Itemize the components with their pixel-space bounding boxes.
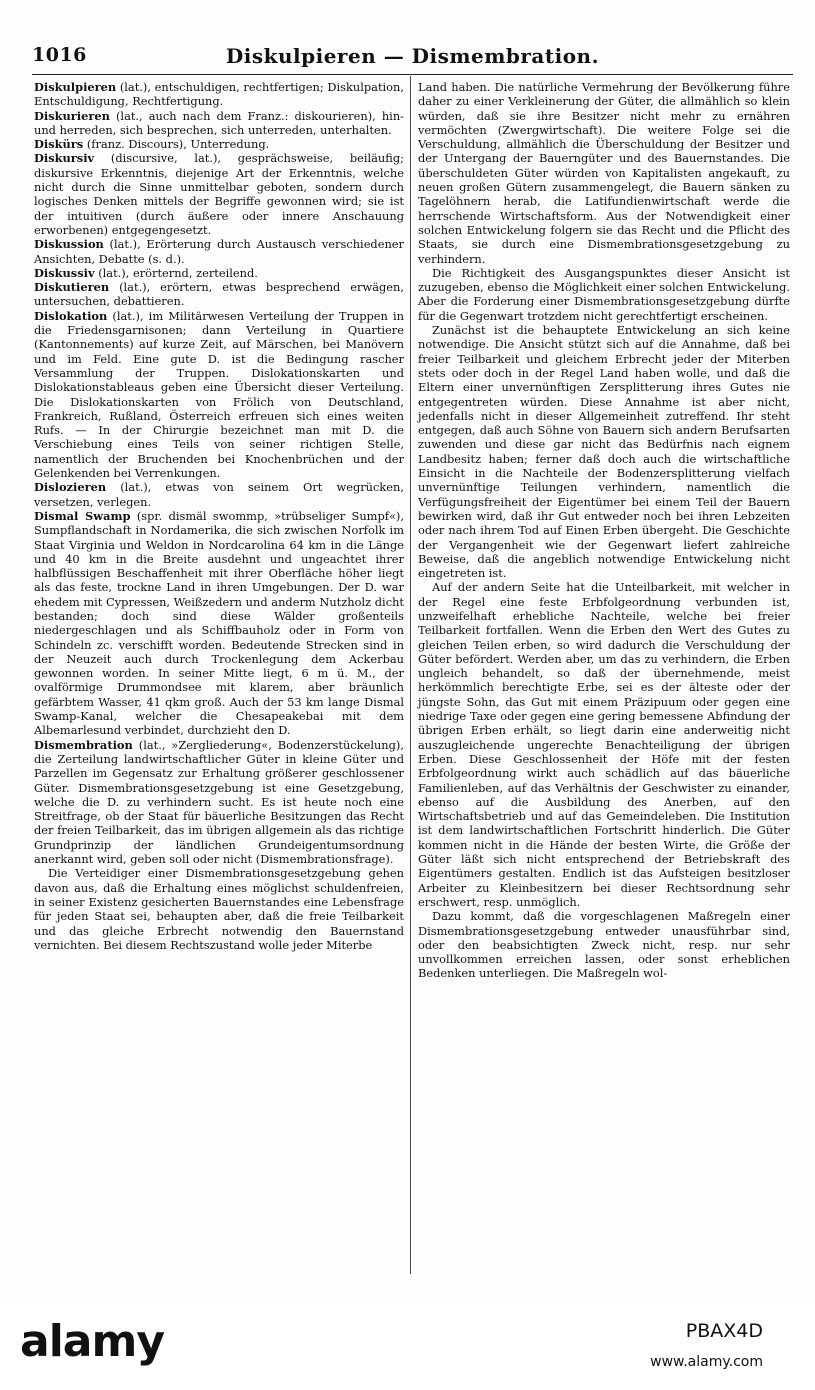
paragraph-verteidiger: Die Verteidiger einer Dismembrationsgesetzgebung gehen davon aus, daß die Erhaltung eines möglichst schuldenfreien, in seiner Existenz gesicherten Bauernstandes eine Lebensfrage für jeden Staat sei, behaupten aber, daß die freie Teilbarkeit und das gleiche Erbrecht notwendig den Bauernstand vernichten. Bei diesem Rechtszustand wolle jeder Miterbe	[34, 866, 404, 952]
left-column	[34, 80, 404, 952]
paragraph-zunaechst: Zunächst ist die behauptete Entwickelung an sich keine notwendige. Die Ansicht stützt sich auf die Annahme, daß bei freier Teilbarkeit und gleichem Erbrecht jeder der Miterben stets oder doch in der Regel Land haben wolle, und daß die Eltern einer unvernünftigen Zersplitterung ihres Gutes nie entgegentreten würden. Diese Annahme ist aber nicht, jedenfalls nicht in dieser Allgemeinheit zutreffend. Ihr steht entgegen, daß auch Söhne von Bauern sich andern Berufsarten zuwenden und diese gar nicht das Bedürfnis nach eignem Landbesitz haben; ferner daß doch auch die wirtschaftliche Einsicht in die Nachteile der Bodenzersplitterung vielfach unvernünftige Teilungen verhindern, namentlich die Verfügungsfreiheit der Eigentümer bei einem Teil der Bauern bewirken wird, daß ihr Gut entweder noch bei ihren Lebzeiten oder nach ihrem Tod auf Einen Erben übergeht. Die Geschichte der Vergangenheit wie der Gegenwart liefert zahlreiche Beweise, daß die angeblich notwendige Entwickelung nicht eingetreten ist.	[418, 323, 790, 581]
entry-diskutieren: Diskutieren (lat.), erörtern, etwas besprechend erwägen, untersuchen, debattieren.	[34, 280, 404, 309]
watermark-image-code: PBAX4D	[685, 1320, 763, 1342]
entry-dismembration: Dismembration (lat., »Zergliederung«, Bodenzerstückelung), die Zerteilung landwirtschaftlicher Güter in kleine Güter und Parzellen im Gegensatz zur Erhaltung größerer geschlossener Güter. Dismembrationsgesetzgebung ist eine Gesetzgebung, welche die D. zu verhindern sucht. Es ist heute noch eine Streitfrage, ob der Staat für bäuerliche Besitzungen das Recht der freien Teilbarkeit, das im übrigen allgemein als das richtige Grundprinzip der ländlichen Grundeigentumsordnung anerkannt wird, geben soll oder nicht (Dismembrationsfrage).	[34, 737, 404, 867]
entry-diskurs: Diskürs (franz. Discours), Unterredung.	[34, 137, 270, 152]
paragraph-richtigkeit: Die Richtigkeit des Ausgangspunktes dieser Ansicht ist zuzugeben, ebenso die Möglichkeit einer solchen Entwickelung. Aber die Forderung einer Dismembrationsgesetzgebung dürfte für die Gegenwart trotzdem nicht gerechtfertigt erscheinen.	[418, 265, 790, 323]
page-header	[32, 44, 793, 74]
entry-diskulpieren: Diskulpieren (lat.), entschuldigen, rechtfertigen; Diskulpation, Entschuldigung, Rechtfertigung.	[34, 80, 404, 109]
paragraph-andere-seite: Auf der andern Seite hat die Unteilbarkeit, mit welcher in der Regel eine feste Erbfolgeordnung verbunden ist, unzweifelhaft erhebliche Nachteile, welche bei freier Teilbarkeit fortfallen. Wenn die Erben den Wert des Gutes zu gleichen Teilen erben, so wird dadurch die Verschuldung der Güter befördert. Werden aber, um das zu verhindern, die Erben ungleich behandelt, so daß der übernehmende, meist herkömmlich berechtigte Erbe, sei es der älteste oder der jüngste Sohn, das Gut mit einem Präzipuum oder gegen eine niedrige Taxe oder gegen eine gering bemessene Abfindung der übrigen Erben erhält, so liegt darin eine anderweitig nicht auszugleichende ungerechte Benachteiligung der übrigen Erben. Diese Geschlossenheit der Höfe mit der festen Erbfolgeordnung wirkt auch schädlich auf das bäuerliche Familienleben, auf das Verhältnis der Geschwister zu einander, ebenso auf die Ausbildung des Anerben, auf den Wirtschaftsbetrieb und auf das Gemeindeleben. Die Institution ist dem landwirtschaftlichen Fortschritt hinderlich. Die Güter kommen nicht in die Hände der besten Wirte, die Größe der Güter läßt sich nicht entsprechend der Betriebskraft des Eigentümers gestalten. Endlich ist das Aufsteigen besitzloser Arbeiter zu Kleinbesitzern bei dieser Rechtsordnung sehr erschwert, resp. unmöglich.	[418, 580, 790, 909]
entry-dislokation: Dislokation (lat.), im Militärwesen Verteilung der Truppen in die Friedensgarnisonen; dann Verteilung in Quartiere (Kantonnements) auf kurze Zeit, auf Märschen, bei Manövern und im Feld. Eine gute D. ist die Bedingung rascher Versammlung der Truppen. Dislokationskarten und Dislokationstableaus geben eine Übersicht dieser Verteilung. Die Dislokationskarten von Frölich von Deutschland, Frankreich, Rußland, Österreich erfreuen sich eines weiten Rufs. — In der Chirurgie bezeichnet man mit D. die Verschiebung eines Teils von seiner richtigen Stelle, namentlich der Bruchenden bei Knochenbrüchen und der Gelenkenden bei Verrenkungen.	[34, 308, 404, 481]
entry-dislozieren: Dislozieren (lat.), etwas von seinem Ort wegrücken, versetzen, verlegen.	[34, 480, 404, 509]
entry-diskurieren: Diskurieren (lat., auch nach dem Franz.: diskourieren), hin- und herreden, sich besprechen, sich unterreden, unterhalten.	[34, 108, 404, 137]
entry-dismal-swamp: Dismal Swamp (spr. dismäl swommp, »trübseliger Sumpf«), Sumpflandschaft in Nordamerika, die sich zwischen Norfolk im Staat Virginia und Weldon in Nordcarolina 64 km in die Länge und 40 km in die Breite ausdehnt und ungeachtet ihrer halbflüssigen Beschaffenheit mit ihrer Oberfläche höher liegt als das feste, trockne Land in ihren Umgebungen. Der D. war ehedem mit Cypressen, Weißzedern und anderm Nutzholz dicht bestanden; doch sind diese Wälder großenteils niedergeschlagen und als Schiffbauholz oder in Form von Schindeln zc. verschifft worden. Bedeutende Strecken sind in der Neuzeit auch durch Trockenlegung dem Ackerbau gewonnen worden. In seiner Mitte liegt, 6 m ü. M., der ovalförmige Drummondsee mit klarem, aber bräunlich gefärbtem Wasser, 41 qkm groß. Auch der 53 km lange Dismal Swamp-Kanal, welcher die Chesapeakebai mit dem Albemarlesund verbindet, durchzieht den D.	[34, 508, 404, 738]
entry-diskussiv: Diskussiv (lat.), erörternd, zerteilend.	[34, 265, 258, 280]
paragraph-continuation: Land haben. Die natürliche Vermehrung der Bevölkerung führe daher zu einer Verkleinerung der Güter, die allmählich so klein würden, daß sie ihre Besitzer nicht mehr zu ernähren vermöchten (Zwergwirtschaft). Die weitere Folge sei die Verschuldung, allmählich die Überschuldung der Besitzer und der Untergang der Bauerngüter und des Bauernstandes. Die überschuldeten Güter würden von Kapitalisten angekauft, zu neuen großen Gütern zusammengelegt, die Bauern sänken zu Tagelöhnern herab, die Latifundienwirtschaft werde die herrschende Wirtschaftsform. Aus der Notwendigkeit einer solchen Entwickelung folgern sie das Recht und die Pflicht des Staats, sie durch eine Dismembrationsgesetzgebung zu verhindern.	[418, 80, 790, 266]
page-number: 1016	[32, 44, 87, 66]
watermark-url: www.alamy.com	[650, 1354, 763, 1370]
watermark-banner	[0, 1300, 815, 1390]
header-rule	[32, 74, 793, 75]
right-column	[418, 80, 790, 981]
entry-diskursiv: Diskursiv (discursive, lat.), gesprächsweise, beiläufig; diskursive Erkenntnis, diejenige Art der Erkenntnis, welche nicht durch die Sinne unmittelbar geboten, sondern durch logisches Denken mittels der Begriffe gewonnen wird; sie ist der intuitiven (durch äußere oder innere Anschauung erworbenen) entgegengesetzt.	[34, 151, 404, 237]
watermark-logo: alamy	[20, 1316, 164, 1367]
entry-diskussion: Diskussion (lat.), Erörterung durch Austausch verschiedener Ansichten, Debatte (s. d.).	[34, 237, 404, 266]
column-divider	[410, 76, 411, 1274]
paragraph-dazu-kommt: Dazu kommt, daß die vorgeschlagenen Maßregeln einer Dismembrationsgesetzgebung entweder unausführbar sind, oder den beabsichtigten Zweck nicht, resp. nur sehr unvollkommen erreichen lassen, oder sonst erheblichen Bedenken unterliegen. Die Maßregeln wol-	[418, 909, 790, 981]
running-title: Diskulpieren — Dismembration.	[225, 44, 600, 68]
